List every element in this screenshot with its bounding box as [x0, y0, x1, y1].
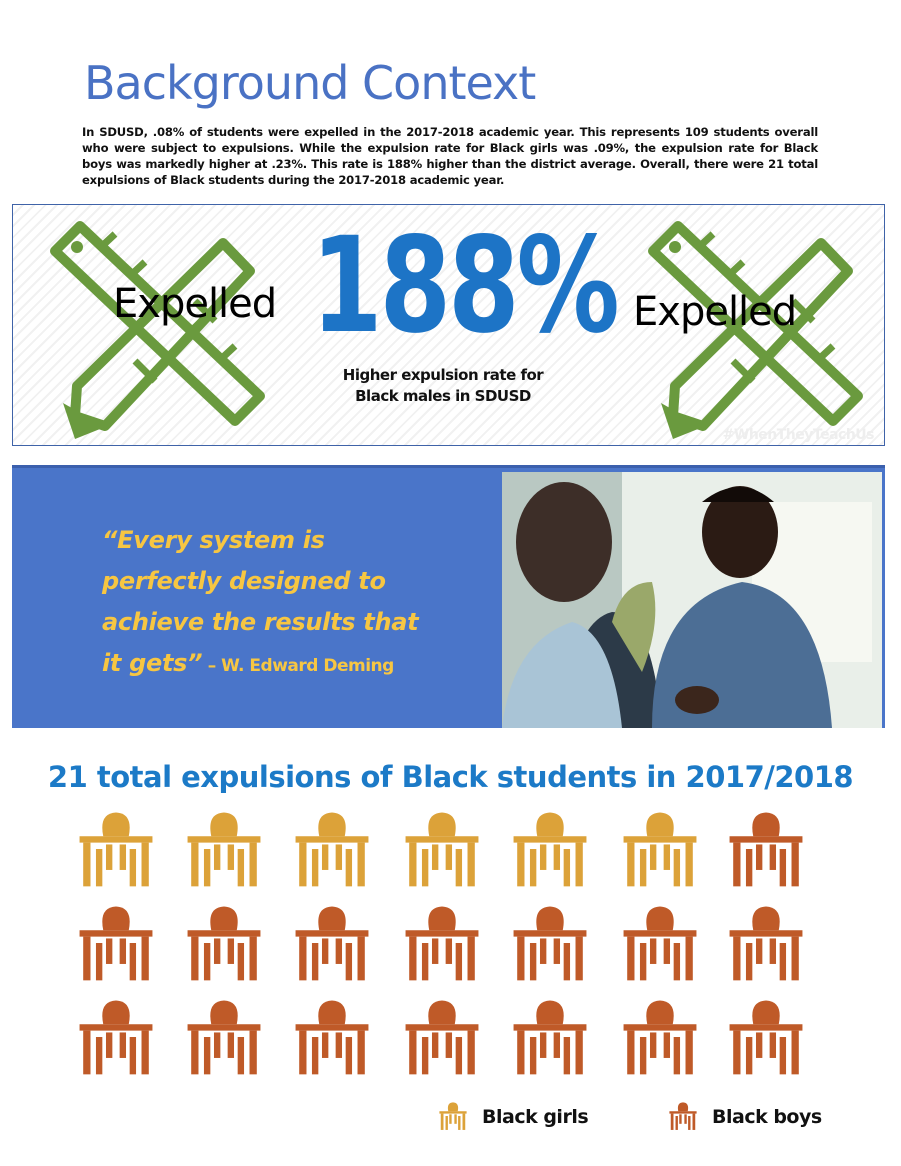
black-girl-figure [178, 808, 270, 890]
black-boy-figure [504, 996, 596, 1078]
black-boy-figure [286, 996, 378, 1078]
stat-caption-line1: Higher expulsion rate for [342, 366, 544, 384]
legend-black-girls-label: Black girls [482, 1106, 589, 1128]
black-boy-figure [504, 902, 596, 984]
student-desk-icon [666, 1100, 700, 1132]
expelled-label-right: Expelled [633, 289, 797, 335]
page-title: Background Context [84, 56, 536, 110]
black-girl-figure [396, 808, 488, 890]
black-boy-figure [178, 902, 270, 984]
black-boy-figure [720, 996, 812, 1078]
black-boy-figure [720, 808, 812, 890]
big-stat: 188% [311, 209, 617, 363]
quote-panel [12, 465, 885, 728]
black-boy-figure [396, 902, 488, 984]
black-boy-figure [70, 996, 162, 1078]
student-desk-icon [436, 1100, 470, 1132]
black-boy-figure [614, 902, 706, 984]
legend-black-boys-label: Black boys [712, 1106, 822, 1128]
quote [102, 520, 442, 687]
black-girl-figure [70, 808, 162, 890]
black-girl-figure [286, 808, 378, 890]
black-boy-figure [396, 996, 488, 1078]
black-boy-figure [70, 902, 162, 984]
expelled-label-left: Expelled [113, 281, 277, 327]
black-girl-figure [504, 808, 596, 890]
intro-paragraph: In SDUSD, .08% of students were expelled in the 2017-2018 academic year. This represents 109 students overall who were subject to expulsions. While the expulsion rate for Black girls was .09%, the expulsion rate for Black boys was markedly higher at .23%. This rate is 188% higher than the district average. Overall, there were 21 total expulsions of Black students during the 2017-2018 academic year. [82, 125, 818, 187]
black-boy-figure [614, 996, 706, 1078]
quote-author: – W. Edward Deming [202, 656, 394, 676]
black-boy-figure [720, 902, 812, 984]
quote-text: “Every system is perfectly designed to achieve the results that it gets” [102, 526, 419, 677]
figures-heading: 21 total expulsions of Black students in 2017/2018 [47, 760, 854, 794]
stat-caption [313, 365, 573, 407]
stat-panel [12, 204, 885, 446]
black-girl-figure [614, 808, 706, 890]
hashtag: #WhenTheyTeachUs [722, 427, 874, 443]
students-talking-photo [502, 472, 882, 728]
black-boy-figure [286, 902, 378, 984]
black-boy-figure [178, 996, 270, 1078]
stat-caption-line2: Black males in SDUSD [355, 387, 531, 405]
